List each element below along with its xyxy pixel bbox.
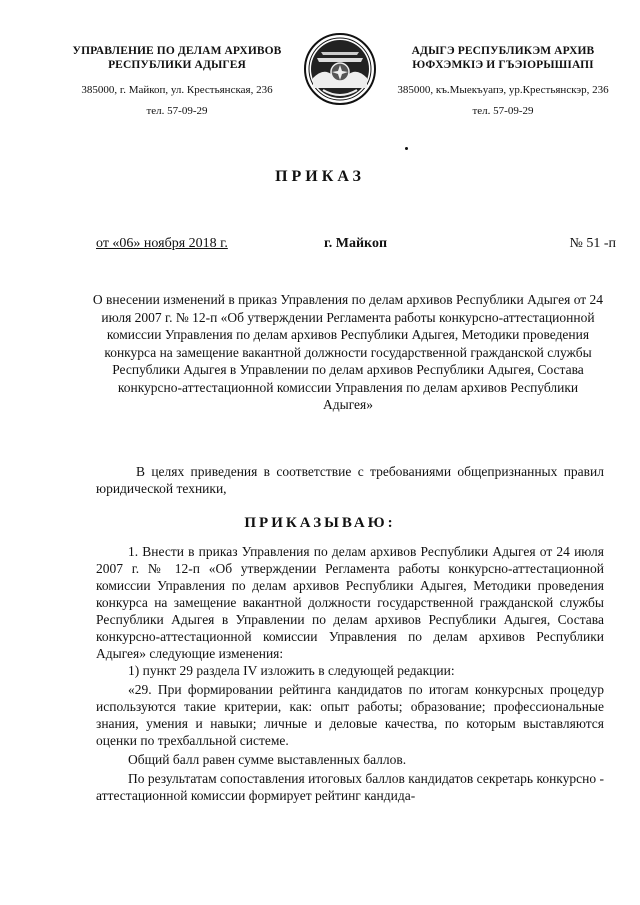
paragraph-3: «29. При формировании рейтинга кандидатов по итогам конкурсных процедур используются такие критерии, как: опыт работы; образование; профессиональные знания, умения и навыки; личные и деловые качества, по которым выставляются оценки по трехбалльной системе. [96, 682, 604, 748]
intro-paragraph: В целях приведения в соответствие с требованиями общепризнанных правил юридической техники, [96, 464, 604, 496]
body-text [96, 543, 604, 806]
phone-ru: тел. 57-09-29 [146, 105, 208, 117]
org-name-ru-line1: УПРАВЛЕНИЕ ПО ДЕЛАМ АРХИВОВ [72, 45, 282, 57]
document-subject: О внесении изменений в приказ Управления по делам архивов Республики Адыгея от 24 июля 2007 г. № 12-п «Об утверждении Регламента работы конкурсно-аттестационной комиссии Управления по делам архивов Республики Адыгея, Методики проведения конкурса на замещение вакантной должности государственной гражданской службы Республики Адыгея в Управлении по делам архивов Республики Адыгея, Состава конкурсно-аттестационной комиссии Управления по делам архивов Республики Адыгея» [92, 292, 604, 412]
document-number: № 51 -п [569, 236, 616, 251]
paragraph-2: 1) пункт 29 раздела IV изложить в следующей редакции: [128, 663, 455, 678]
order-heading: ПРИКАЗЫВАЮ: [244, 515, 396, 531]
org-name-ru-line2: РЕСПУБЛИКИ АДЫГЕЯ [108, 59, 246, 71]
header-left-block [52, 44, 302, 117]
document-city: г. Майкоп [324, 236, 388, 251]
header-right-block [383, 44, 623, 117]
address-ady: 385000, къ.Мыекъуапэ, ур.Крестьянскэр, 236 [397, 84, 609, 96]
scan-dot [405, 147, 408, 150]
date-row [96, 236, 616, 256]
paragraph-1: 1. Внести в приказ Управления по делам архивов Республики Адыгея от 24 июля 2007 г. № 12-п «Об утверждении Регламента работы конкурсно-аттестационной комиссии Управления по делам архивов Республики Адыгея, Методики проведения конкурса на замещение вакантной должности государственной гражданской службы Республики Адыгея в Управлении по делам архивов Республики Адыгея, Состава конкурсно-аттестационной комиссии Управления по делам архивов Республики Адыгея» следующие изменения: [96, 544, 604, 661]
paragraph-4: Общий балл равен сумме выставленных баллов. [128, 752, 407, 767]
phone-ady: тел. 57-09-29 [472, 105, 534, 117]
document-date: от «06» ноября 2018 г. [96, 236, 228, 251]
document-title: ПРИКАЗ [275, 168, 365, 185]
coat-of-arms-emblem-icon [303, 32, 377, 106]
org-name-ady-line2: ЮФХЭМКIЭ И ГЪЭIОРЫШIАПI [412, 59, 594, 71]
paragraph-5: По результатам сопоставления итоговых баллов кандидатов секретарь конкурсно - аттестационной комиссии формирует рейтинг кандида- [96, 771, 605, 803]
address-ru: 385000, г. Майкоп, ул. Крестьянская, 236 [81, 84, 273, 96]
org-name-ady-line1: АДЫГЭ РЕСПУБЛИКЭМ АРХИВ [411, 45, 595, 57]
